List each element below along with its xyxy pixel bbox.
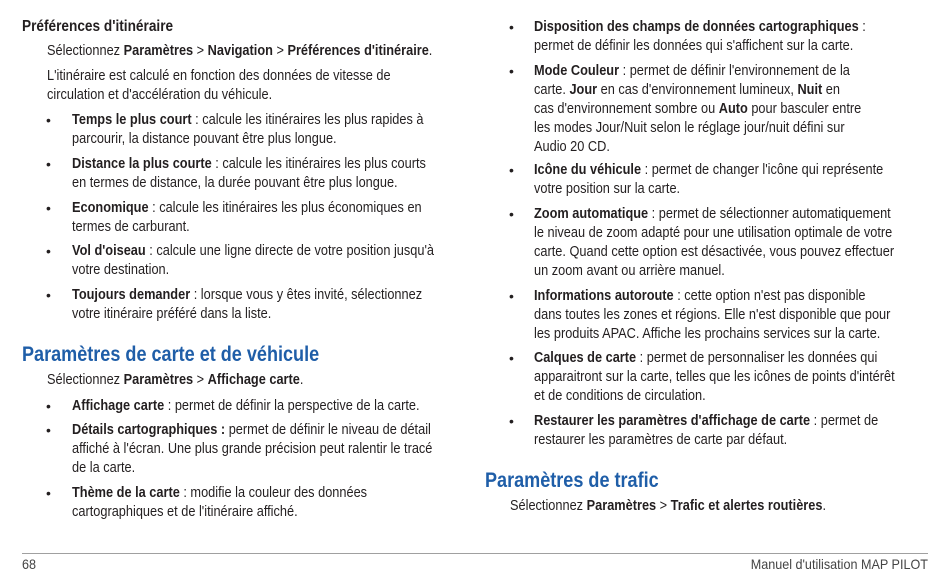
list-item: Icône du véhicule : permet de changer l'icône qui représente votre position sur la carte. [534,162,884,197]
list-item: Affichage carte : permet de définir la perspective de la carte. [72,398,420,414]
list-item: Thème de la carte : modifie la couleur des données cartographiques et de l'itinéraire affiché. [72,485,368,520]
list-item: Informations autoroute : cette option n'est pas disponible dans toutes les zones et régions. Elle n'est disponible que pour les produits APAC. Affiche les prochains services sur la carte. [534,288,891,342]
traffic-settings-path: Sélectionnez Paramètres > Trafic et alertes routières. [510,498,827,514]
list-item: Restaurer les paramètres d'affichage de carte : permet de restaurer les paramètres de carte par défaut. [534,413,879,448]
bullet-glyph: • [509,162,514,178]
list-item: Economique : calcule les itinéraires les plus économiques en termes de carburant. [72,200,422,235]
map-vehicle-settings-heading: Paramètres de carte et de véhicule [22,343,320,366]
map-settings-path: Sélectionnez Paramètres > Affichage carte. [47,372,304,388]
list-item: Vol d'oiseau : calcule une ligne directe de votre position jusqu'à votre destination. [72,243,435,278]
bullet-glyph: • [509,63,514,79]
bullet-glyph: • [46,422,51,438]
bullet-glyph: • [509,413,514,429]
manual-title: Manuel d'utilisation MAP PILOT [750,556,928,572]
list-item: Disposition des champs de données cartographiques : permet de définir les données qui s'affichent sur la carte. [534,19,866,54]
bullet-glyph: • [46,287,51,303]
bullet-glyph: • [46,243,51,259]
bullet-glyph: • [46,485,51,501]
bullet-glyph: • [509,350,514,366]
bullet-glyph: • [46,398,51,414]
bullet-glyph: • [509,19,514,35]
route-preferences-path: Sélectionnez Paramètres > Navigation > Préférences d'itinéraire. [47,43,433,59]
bullet-glyph: • [46,156,51,172]
bullet-glyph: • [46,112,51,128]
page-number: 68 [22,556,37,572]
list-item: Toujours demander : lorsque vous y êtes invité, sélectionnez votre itinéraire préféré dans la liste. [72,287,423,322]
list-item: Mode Couleur : permet de définir l'environnement de la carte. Jour en cas d'environnement lumineux, Nuit en cas d'environnement sombre ou Auto pour basculer entre les modes Jour/Nuit selon le réglage jour/nuit défini sur Audio 20 CD. [534,63,862,155]
bullet-glyph: • [509,206,514,222]
list-item: Détails cartographiques : permet de définir le niveau de détail affiché à l'écran. Une plus grande précision peut ralentir le tracé de la carte. [72,422,433,476]
list-item: Temps le plus court : calcule les itinéraires les plus rapides à parcourir, la distance pouvant être plus longue. [72,112,424,147]
route-preferences-intro: L'itinéraire est calculé en fonction des données de vitesse de circulation et d'accélération du véhicule. [47,68,391,103]
list-item: Distance la plus courte : calcule les itinéraires les plus courts en termes de distance, la durée pouvant être plus longue. [72,156,426,191]
bullet-glyph: • [509,288,514,304]
list-item: Zoom automatique : permet de sélectionner automatiquement le niveau de zoom adapté pour une utilisation optimale de votre carte. Quand cette option est désactivée, vous pouvez effectuer un zoom avant ou arrière manuel. [534,206,895,279]
footer-divider [22,553,928,554]
list-item: Calques de carte : permet de personnaliser les données qui apparaitront sur la carte, telles que les icônes de points d'intérêt et de conditions de circulation. [534,350,895,404]
bullet-glyph: • [46,200,51,216]
route-preferences-heading: Préférences d'itinéraire [22,18,174,35]
traffic-settings-heading: Paramètres de trafic [485,469,659,492]
